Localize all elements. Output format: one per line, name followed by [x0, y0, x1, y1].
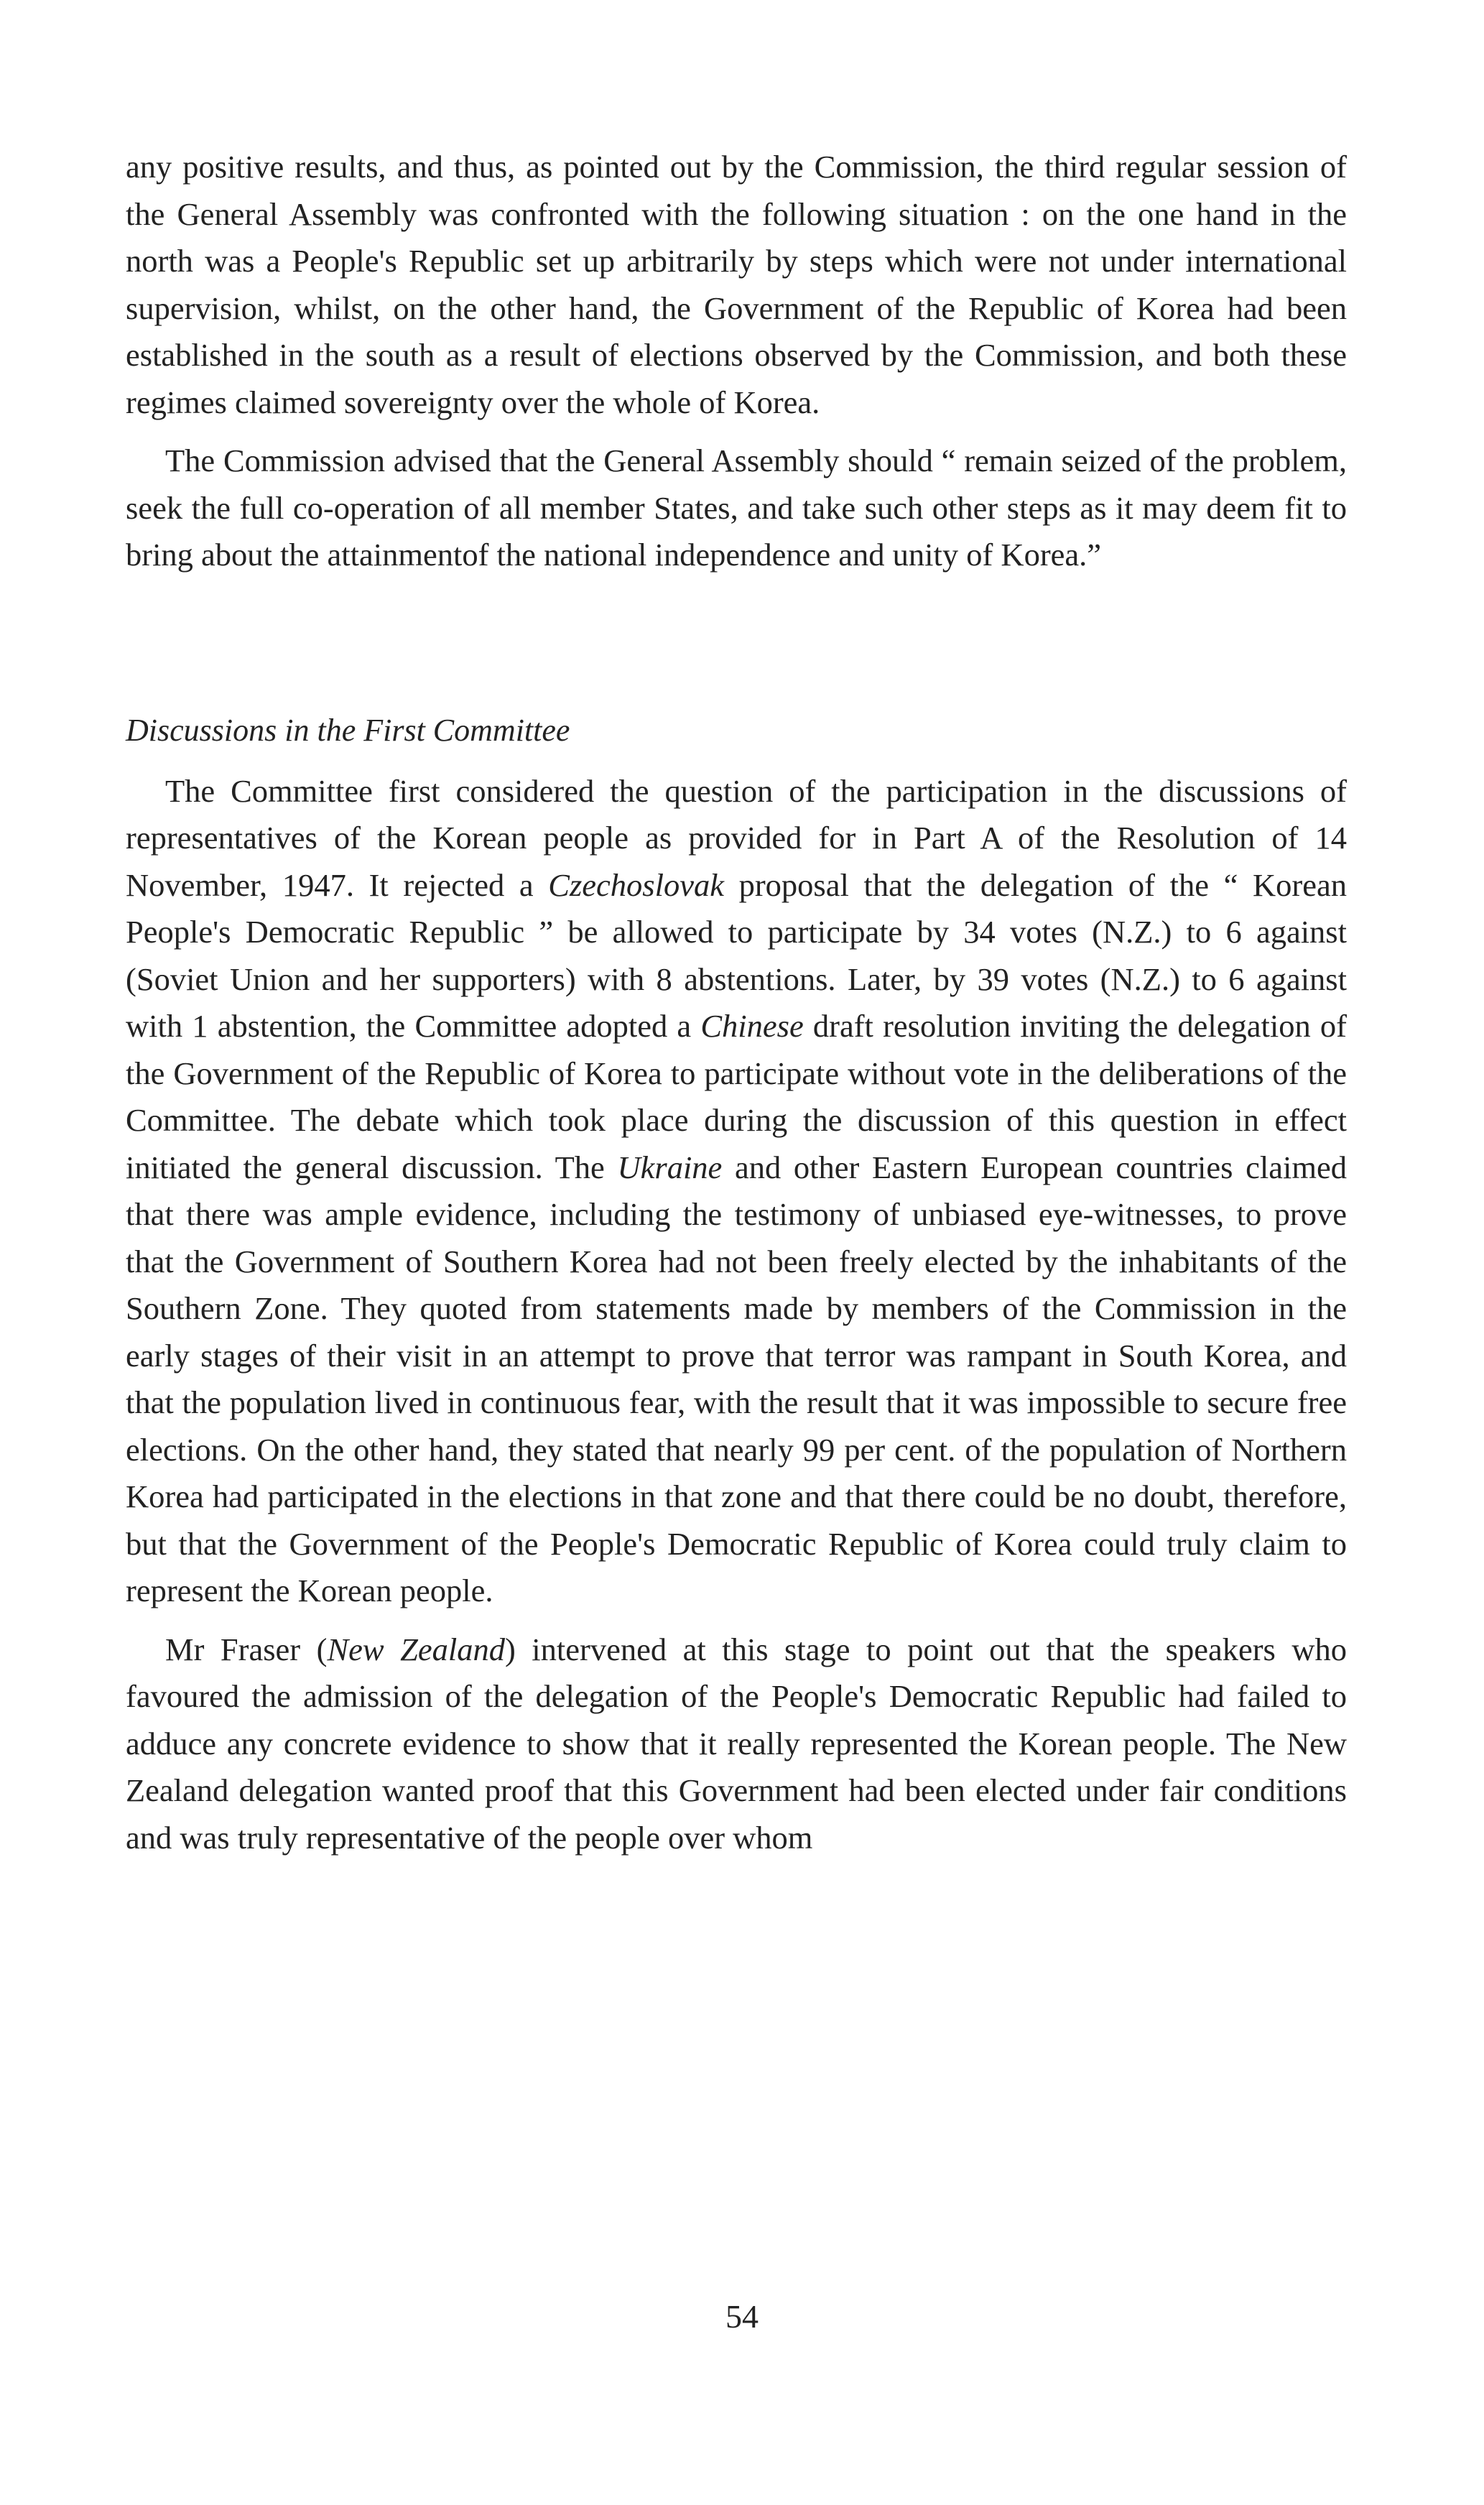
section-heading: Discussions in the First Committee — [126, 712, 570, 748]
page-number: 54 — [725, 2298, 759, 2335]
italic-country-chinese: Chinese — [700, 1008, 804, 1044]
text-run: Mr Fraser ( — [165, 1631, 328, 1667]
text-run: draft resolution inviting the delegation of the Government of the Republic of Korea to participate without vote in the deliberations of the Committee. The debate which took place during the discussion of this question in effect initiated the general discussion. The — [126, 1008, 1347, 1185]
text-run: proposal that the delegation of the “ Korean People's Democratic Republic ” be allowed to participate by 34 votes (N.Z.) to 6 against (Soviet Union and her supporters) with 8 abstentions. Later, by 39 votes (N.Z.) to 6 against with 1 abstention, the Committee adopted a — [126, 866, 1347, 1044]
text-run: ) intervened at this stage to point out that the speakers who favoured the admission of the delegation of the People's Democratic Republic had failed to adduce any concrete evidence to show that it really represented the Korean people. The New Zealand delegation wanted proof that this Government had been elected under fair conditions and was truly representative of the people over whom — [126, 1631, 1347, 1856]
text-run: The Committee first considered the question of the participation in the discussions of representatives of the Korean people as provided for in Part A of the Resolution of 14 November, 1947. It rejected a — [126, 772, 1347, 903]
paragraph-committee-participation — [126, 768, 1347, 1615]
italic-country-ukraine: Ukraine — [617, 1149, 723, 1185]
page-body — [126, 144, 1347, 1861]
italic-country-new-zealand: New Zealand — [327, 1631, 505, 1667]
italic-country-czechoslovak: Czechoslovak — [548, 866, 724, 903]
paragraph-commission-advice: The Commission advised that the General Assembly should “ remain seized of the problem, seek the full co-operation of all member States, and take such other steps as it may deem fit to bring about the attainmentof the national independence and unity of Korea.” — [126, 443, 1347, 573]
text-run: and other Eastern European countries claimed that there was ample evidence, including the testimony of unbiased eye-witnesses, to prove that the Government of Southern Korea had not been freely elected by the inhabitants of the Southern Zone. They quoted from statements made by members of the Commission in the early stages of their visit in an attempt to prove that terror was rampant in South Korea, and that the population lived in continuous fear, with the result that it was impossible to secure free elections. On the other hand, they stated that nearly 99 per cent. of the population of Northern Korea had participated in the elections in that zone and that there could be no doubt, therefore, but that the Government of the People's Democratic Republic of Korea could truly claim to represent the Korean people. — [126, 1149, 1347, 1608]
paragraph-fraser-intervention — [126, 1626, 1347, 1862]
paragraph-continuation: any positive results, and thus, as pointed out by the Commission, the third regular session of the General Assembly was confronted with the following situation : on the one hand in the north was a People's Republic set up arbitrarily by steps which were not under international supervision, whilst, on the other hand, the Government of the Republic of Korea had been established in the south as a result of elections observed by the Commission, and both these regimes claimed sovereignty over the whole of Korea. — [126, 149, 1347, 420]
